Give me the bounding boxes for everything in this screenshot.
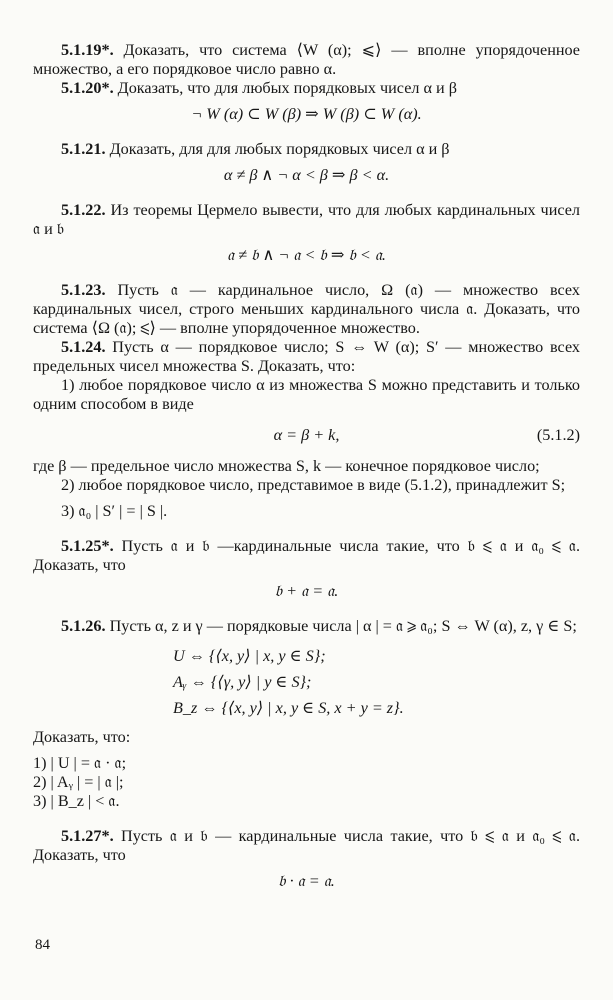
equation-number: (5.1.2) [536,426,580,444]
problem-5-1-26 [33,617,580,636]
problem-text: Доказать, что для любых порядковых чисел α и β [117,79,457,97]
problem-5-1-24-item-1: 1) любое порядковое число α из множества S можно представить и только одним способом в виде [33,376,580,413]
formula-5-1-21: α ≠ β ∧ ¬ α < β ⇒ β < α. [223,166,390,184]
set-definition-a-gamma: Aᵧ ⇔ {⟨γ, y⟩ | y ∈ S}; [173,673,312,691]
problem-text: Доказать, для для любых порядковых чисел α и β [109,140,450,158]
problem-number: 5.1.19*. [61,41,114,59]
formula-5-1-22: 𝔞 ≠ 𝔟 ∧ ¬ 𝔞 < 𝔟 ⇒ 𝔟 < 𝔞. [227,246,386,264]
problem-text: Пусть 𝔞 — кардинальное число, Ω (𝔞) — множество всех кардинальных чисел, строго меньших кардинального числа 𝔞. Доказать, что система ⟨Ω (𝔞); ⩽⟩ — вполне упорядоченное множество. [33,281,580,337]
formula-5-1-25: 𝔟 + 𝔞 = 𝔞. [274,582,339,600]
set-definition-b-z: B_z ⇔ {⟨x, y⟩ | x, y ∈ S, x + y = z}. [173,699,404,717]
problem-5-1-20 [33,79,580,98]
problem-number: 5.1.24. [61,338,106,356]
formula-5-1-27: 𝔟 · 𝔞 = 𝔞. [278,872,335,890]
set-definition-u: U ⇔ {⟨x, y⟩ | x, y ∈ S}; [173,647,326,665]
problem-5-1-27 [33,827,580,865]
problem-number: 5.1.26. [61,617,106,635]
problem-text: Из теоремы Цермело вывести, что для любых кардинальных чисел 𝔞 и 𝔟 [33,201,581,238]
page-number: 84 [35,937,50,953]
problem-5-1-24-item-3: 3) 𝔞₀ | S′ | = | S |. [61,502,168,520]
problem-number: 5.1.21. [61,140,106,158]
prove-label: Доказать, что: [33,728,131,746]
problem-5-1-25 [33,537,580,575]
problem-text: Доказать, что система ⟨W (α); ⩽⟩ — вполне упорядоченное множество, а его порядковое число равно α. [33,41,580,78]
problem-5-1-24 [33,338,580,376]
problem-5-1-26-item-2: 2) | Aᵧ | = | 𝔞 |; [33,773,124,791]
problem-number: 5.1.22. [61,201,106,219]
problem-5-1-26-item-3: 3) | B_z | < 𝔞. [33,792,120,810]
problem-text: Пусть 𝔞 и 𝔟 — кардинальные числа такие, что 𝔟 ⩽ 𝔞 и 𝔞₀ ⩽ 𝔞. Доказать, что [33,827,581,864]
problem-number: 5.1.27*. [61,827,114,845]
problem-5-1-24-item-2: 2) любое порядковое число, представимое в виде (5.1.2), принадлежит S; [61,476,566,494]
problem-5-1-23 [33,281,580,338]
problem-number: 5.1.23. [61,281,106,299]
formula-5-1-2: α = β + k, [273,426,340,444]
equation-5-1-2 [33,426,580,445]
problem-number: 5.1.20*. [61,79,114,97]
problem-5-1-22 [33,201,580,239]
problem-text: Пусть α — порядковое число; S ⇔ W (α); S′ — множество всех предельных чисел множества S. Доказать, что: [33,338,581,375]
formula-5-1-20: ¬ W (α) ⊂ W (β) ⇒ W (β) ⊂ W (α). [191,105,422,123]
problem-number: 5.1.25*. [61,537,114,555]
problem-5-1-24-after: где β — предельное число множества S, k — конечное порядковое число; [33,457,540,475]
problem-text: Пусть 𝔞 и 𝔟 —кардинальные числа такие, что 𝔟 ⩽ 𝔞 и 𝔞₀ ⩽ 𝔞. Доказать, что [33,537,581,574]
problem-5-1-19 [33,41,580,79]
problem-text: Пусть α, z и γ — порядковые числа | α | = 𝔞 ⩾ 𝔞₀; S ⇔ W (α), z, γ ∈ S; [109,617,577,635]
problem-5-1-26-item-1: 1) | U | = 𝔞 · 𝔞; [33,754,127,772]
problem-5-1-21 [33,140,580,159]
page-body [33,41,580,891]
